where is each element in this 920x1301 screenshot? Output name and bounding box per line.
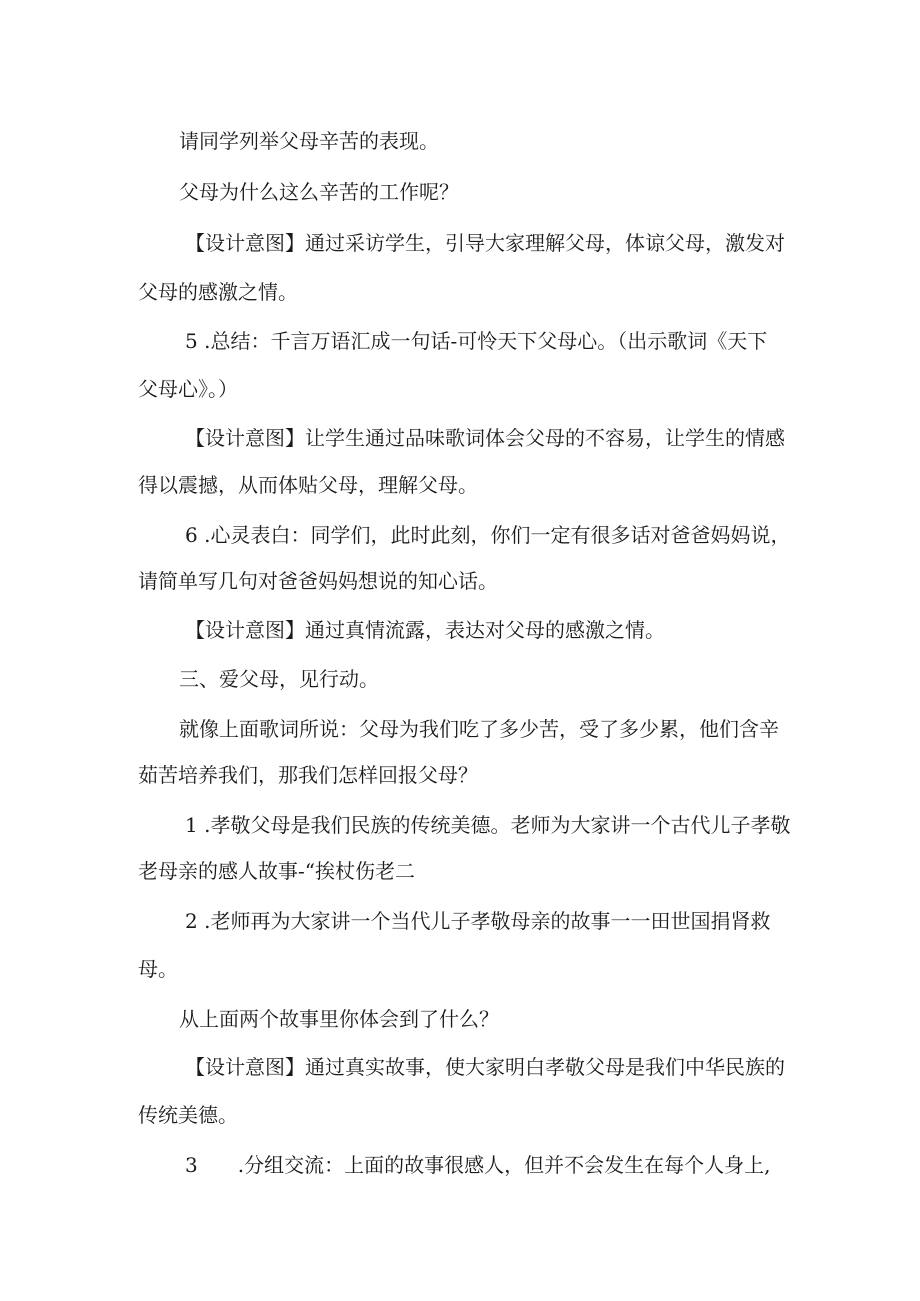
- text-line: 父母为什么这么辛苦的工作呢？: [179, 180, 459, 204]
- text-line: 母。: [138, 957, 178, 981]
- text-line: 【设计意图】让学生通过品味歌词体会父母的不容易，让学生的情感: [185, 426, 785, 450]
- text-line: 父母的感激之情。: [138, 280, 298, 304]
- text-line: 1 .孝敬父母是我们民族的传统美德。老师为大家讲一个古代儿子孝敬: [185, 813, 791, 837]
- text-line: 请同学列举父母辛苦的表现。: [179, 129, 439, 153]
- text-line: 6 .心灵表白：同学们，此时此刻，你们一定有很多话对爸爸妈妈说，: [185, 523, 791, 547]
- text-line: 【设计意图】通过真实故事，使大家明白孝敬父母是我们中华民族的: [185, 1055, 785, 1079]
- text-line: 得以震撼，从而体贴父母，理解父母。: [138, 473, 478, 497]
- text-line: 请简单写几句对爸爸妈妈想说的知心话。: [138, 569, 498, 593]
- text-line: 从上面两个故事里你体会到了什么？: [179, 1007, 499, 1031]
- text-line: 【设计意图】通过采访学生，引导大家理解父母，体谅父母，激发对: [185, 231, 785, 255]
- text-line: 就像上面歌词所说：父母为我们吃了多少苦，受了多少累，他们含辛: [179, 717, 779, 741]
- text-line: 传统美德。: [138, 1103, 238, 1127]
- text-line: 2 .老师再为大家讲一个当代儿子孝敬母亲的故事一一田世国捐肾救: [185, 909, 771, 933]
- text-line: 父母心》。）: [138, 377, 238, 401]
- text-line: 茹苦培养我们，那我们怎样回报父母？: [138, 763, 478, 787]
- text-line: 三、爱父母，见行动。: [179, 667, 379, 691]
- text-line: 老母亲的感人故事-“挨杖伤老二: [138, 859, 415, 883]
- text-line: 3 .分组交流：上面的故事很感人，但并不会发生在每个人身上,: [185, 1153, 771, 1177]
- text-line: 【设计意图】通过真情流露，表达对父母的感激之情。: [185, 618, 665, 642]
- text-line: 5 .总结：千言万语汇成一句话-可怜天下父母心。（出示歌词《天下: [185, 329, 768, 353]
